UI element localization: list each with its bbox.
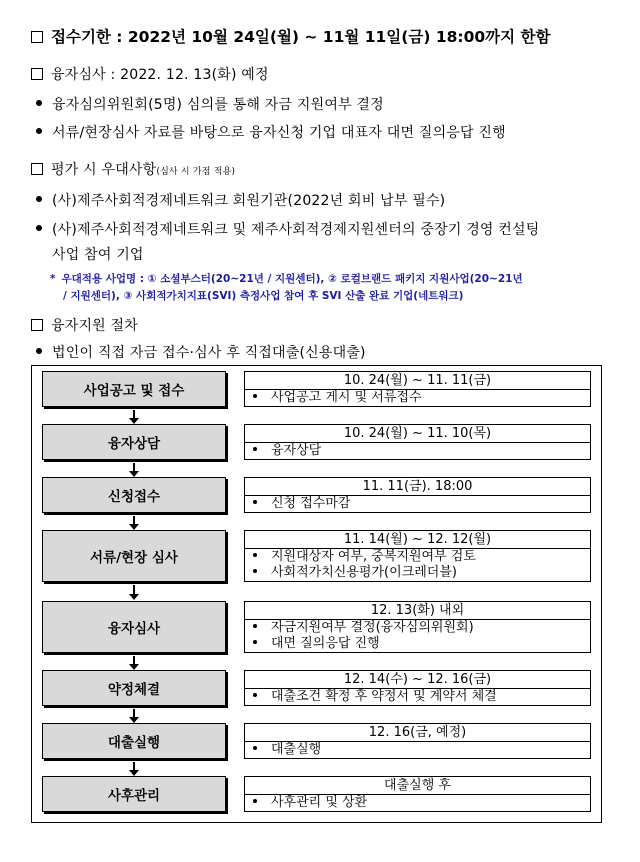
process-flowchart bbox=[31, 365, 602, 823]
bullet-icon bbox=[36, 128, 42, 134]
step-detail-item bbox=[245, 496, 590, 512]
bullet-icon bbox=[36, 225, 42, 231]
step-label: 사업공고 및 접수 bbox=[83, 383, 185, 399]
list-item bbox=[36, 190, 445, 210]
step-label: 사후관리 bbox=[107, 788, 161, 804]
step-detail-item bbox=[245, 390, 590, 406]
step-detail-text: 사후관리 및 상환 bbox=[271, 795, 368, 810]
bullet-icon bbox=[253, 693, 257, 697]
step-box bbox=[42, 601, 226, 653]
step-box bbox=[42, 371, 226, 407]
step-detail-item bbox=[245, 636, 590, 652]
bullet-icon bbox=[253, 569, 257, 573]
step-label: 서류/현장 심사 bbox=[90, 550, 178, 566]
checkbox-square-icon bbox=[31, 163, 43, 175]
step-date: 대출실행 후 bbox=[245, 777, 590, 795]
step-label: 신청접수 bbox=[107, 489, 161, 505]
step-box bbox=[42, 670, 226, 706]
review-heading bbox=[31, 64, 269, 84]
arrow-down-icon bbox=[133, 585, 135, 595]
bullet-icon bbox=[253, 640, 257, 644]
arrow-down-icon bbox=[133, 656, 135, 665]
arrow-down-icon bbox=[133, 410, 135, 419]
bullet-icon bbox=[253, 394, 257, 398]
arrow-down-icon bbox=[133, 463, 135, 472]
review-title: 융자심사 : 2022. 12. 13(화) 예정 bbox=[51, 67, 269, 83]
bullet-icon bbox=[253, 553, 257, 557]
process-heading bbox=[31, 315, 138, 335]
step-label: 융자심사 bbox=[107, 621, 161, 637]
bullet-icon bbox=[253, 799, 257, 803]
step-detail-text: 대면 질의응답 진행 bbox=[271, 636, 380, 651]
step-date: 10. 24(월) ~ 11. 11(금) bbox=[245, 372, 590, 390]
list-item-text: (사)제주사회적경제네트워크 및 제주사회적경제지원센터의 중장기 경영 컨설팅 bbox=[52, 222, 540, 238]
step-detail bbox=[244, 776, 591, 812]
step-detail-text: 사회적가치신용평가(이크레더블) bbox=[271, 565, 457, 580]
bullet-icon bbox=[253, 746, 257, 750]
list-item-text: 융자심의위원회(5명) 심의를 통해 자금 지원여부 결정 bbox=[52, 97, 384, 113]
step-detail bbox=[244, 670, 591, 706]
list-item-continuation bbox=[52, 244, 144, 264]
step-box bbox=[42, 477, 226, 513]
arrow-down-icon bbox=[133, 516, 135, 525]
step-detail-text: 대출조건 확정 후 약정서 및 계약서 체결 bbox=[271, 689, 497, 704]
step-detail-text: 신청 접수마감 bbox=[271, 496, 351, 511]
step-label: 융자상담 bbox=[107, 436, 161, 452]
step-box bbox=[42, 776, 226, 812]
step-detail bbox=[244, 424, 591, 460]
list-item-text: 법인이 직접 자금 접수·심사 후 직접대출(신용대출) bbox=[52, 345, 366, 361]
step-label: 약정체결 bbox=[107, 682, 161, 698]
step-date: 12. 14(수) ~ 12. 16(금) bbox=[245, 671, 590, 689]
asterisk-icon: * bbox=[50, 273, 56, 285]
preference-title: 평가 시 우대사항 bbox=[51, 162, 157, 178]
preference-note-continuation bbox=[63, 288, 463, 303]
step-detail-item bbox=[245, 565, 590, 581]
checkbox-square-icon bbox=[31, 319, 43, 331]
step-date: 10. 24(월) ~ 11. 10(목) bbox=[245, 425, 590, 443]
list-item bbox=[36, 122, 506, 142]
step-label: 대출실행 bbox=[107, 735, 161, 751]
arrow-down-icon bbox=[133, 762, 135, 771]
list-item-text: (사)제주사회적경제네트워크 회원기관(2022년 회비 납부 필수) bbox=[52, 193, 446, 209]
step-date: 12. 13(화) 내외 bbox=[245, 602, 590, 620]
step-detail-text: 대출실행 bbox=[271, 742, 322, 757]
list-item bbox=[36, 219, 539, 239]
step-detail bbox=[244, 723, 591, 759]
checkbox-square-icon bbox=[31, 68, 43, 80]
step-detail bbox=[244, 530, 591, 582]
bullet-icon bbox=[36, 196, 42, 202]
preference-title-note: (심사 시 가점 적용) bbox=[156, 167, 236, 177]
note-line: 우대적용 사업명 : ① 소셜부스터(20~21년 / 지원센터), ② 로컬브랜드 패키지 지원사업(20~21년 bbox=[61, 273, 523, 285]
step-detail bbox=[244, 601, 591, 653]
step-box bbox=[42, 530, 226, 582]
step-date: 11. 14(월) ~ 12. 12(월) bbox=[245, 531, 590, 549]
bullet-icon bbox=[36, 348, 42, 354]
step-box bbox=[42, 424, 226, 460]
process-title: 융자지원 절차 bbox=[51, 318, 138, 334]
step-box bbox=[42, 723, 226, 759]
step-detail-item bbox=[245, 443, 590, 459]
step-date: 11. 11(금). 18:00 bbox=[245, 478, 590, 496]
step-detail bbox=[244, 371, 591, 407]
list-item bbox=[36, 94, 384, 114]
preference-note bbox=[50, 271, 523, 286]
deadline-heading bbox=[31, 25, 550, 47]
step-detail bbox=[244, 477, 591, 513]
step-detail-text: 융자상담 bbox=[271, 443, 322, 458]
step-detail-item bbox=[245, 689, 590, 705]
step-detail-text: 자금지원여부 결정(융자심의위원회) bbox=[271, 620, 474, 635]
step-detail-item bbox=[245, 620, 590, 636]
step-date: 12. 16(금, 예정) bbox=[245, 724, 590, 742]
preference-heading bbox=[31, 159, 235, 179]
step-detail-item bbox=[245, 549, 590, 565]
step-detail-item bbox=[245, 795, 590, 811]
note-line: / 지원센터), ③ 사회적가치지표(SVI) 측정사업 참여 후 SVI 산출 완료 기업(네트워크) bbox=[63, 290, 464, 302]
list-item-text: 사업 참여 기업 bbox=[52, 247, 144, 263]
deadline-text: 접수기한 : 2022년 10월 24일(월) ~ 11월 11일(금) 18:00까지 한함 bbox=[51, 28, 551, 46]
step-detail-text: 지원대상자 여부, 중복지원여부 검토 bbox=[271, 549, 476, 564]
step-detail-item bbox=[245, 742, 590, 758]
bullet-icon bbox=[253, 624, 257, 628]
arrow-down-icon bbox=[133, 709, 135, 718]
step-detail-text: 사업공고 게시 및 서류접수 bbox=[271, 390, 422, 405]
bullet-icon bbox=[253, 447, 257, 451]
checkbox-square-icon bbox=[31, 31, 43, 43]
bullet-icon bbox=[253, 500, 257, 504]
list-item bbox=[36, 342, 366, 362]
list-item-text: 서류/현장심사 자료를 바탕으로 융자신청 기업 대표자 대면 질의응답 진행 bbox=[52, 125, 506, 141]
bullet-icon bbox=[36, 100, 42, 106]
